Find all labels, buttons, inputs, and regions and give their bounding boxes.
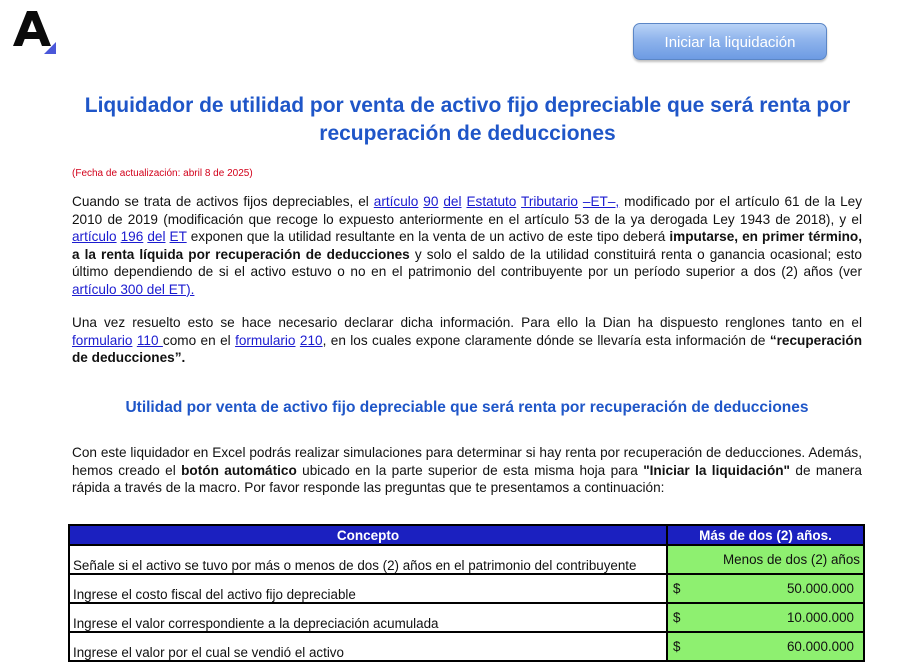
text: ubicado en la parte superior de esta misma hoja para bbox=[296, 462, 644, 478]
text: y solo el saldo de la utilidad constituirá renta o ganancia ocasional; esto último dependiendo de si el activo estuvo o no en el patrimonio del contribuyente por un período superior a dos (2) años (ver bbox=[72, 246, 862, 279]
bold-text: "Iniciar la liquidación" bbox=[643, 462, 790, 478]
link-90[interactable]: 90 bbox=[423, 194, 439, 209]
link-et[interactable]: –ET–, bbox=[582, 194, 620, 209]
bold-text: botón automático bbox=[181, 462, 297, 478]
costo-fiscal-input[interactable] bbox=[667, 574, 864, 603]
table-header-row bbox=[69, 525, 864, 545]
cell-value: 50.000.000 bbox=[786, 581, 854, 596]
currency-symbol: $ bbox=[673, 610, 681, 625]
table-row bbox=[69, 574, 864, 603]
start-liquidation-button[interactable]: Iniciar la liquidación bbox=[633, 23, 827, 60]
text: , en los cuales expone claramente dónde se llevaría esta información de bbox=[322, 332, 770, 348]
header-concepto: Concepto bbox=[69, 525, 667, 545]
link-et-2[interactable]: ET bbox=[169, 229, 187, 244]
row-label: Ingrese el valor correspondiente a la depreciación acumulada bbox=[69, 603, 667, 632]
link-196[interactable]: 196 bbox=[120, 229, 144, 244]
link-formulario-2[interactable]: formulario bbox=[235, 332, 296, 348]
bold-text: “recuperación de deducciones”. bbox=[72, 332, 863, 365]
table-row bbox=[69, 603, 864, 632]
liquidation-table bbox=[68, 524, 865, 662]
bold-text: imputarse, en primer término, a la renta líquida por recuperación de deducciones bbox=[72, 229, 862, 262]
link-tributario[interactable]: Tributario bbox=[521, 194, 578, 209]
text: exponen que la utilidad resultante en la venta de un activo de este tipo deberá bbox=[186, 229, 670, 244]
link-del[interactable]: del bbox=[443, 194, 462, 209]
table-row bbox=[69, 632, 864, 661]
text: de manera rápida a través de la macro. Por favor responde las preguntas que te presentamos a continuación: bbox=[72, 462, 862, 495]
link-articulo-2[interactable]: artículo bbox=[72, 229, 117, 244]
instructions-paragraph bbox=[72, 444, 862, 497]
link-estatuto[interactable]: Estatuto bbox=[466, 194, 517, 209]
currency-symbol: $ bbox=[673, 639, 681, 654]
table-row bbox=[69, 545, 864, 574]
row-label: Ingrese el valor por el cual se vendió el activo bbox=[69, 632, 667, 661]
currency-symbol: $ bbox=[673, 581, 681, 596]
logo-icon bbox=[10, 8, 60, 60]
text: Cuando se trata de activos fijos depreciables, el bbox=[72, 194, 374, 209]
row-label: Señale si el activo se tuvo por más o menos de dos (2) años en el patrimonio del contribuyente bbox=[69, 545, 667, 574]
update-date-note: (Fecha de actualización: abril 8 de 2025) bbox=[72, 168, 253, 179]
logo-letter: A bbox=[10, 8, 11, 9]
section-subtitle: Utilidad por venta de activo fijo depreciable que será renta por recuperación de deducciones bbox=[125, 399, 809, 416]
link-formulario[interactable]: formulario bbox=[72, 332, 133, 348]
link-210[interactable]: 210 bbox=[299, 332, 323, 348]
period-select[interactable]: Menos de dos (2) años bbox=[667, 545, 864, 574]
text: modificado por el artículo 61 de la Ley 2010 de 2019 (modificación que recoge lo expuesto anteriormente en el artículo 53 de la ya derogada Ley 1943 de 2018), y el bbox=[72, 194, 863, 227]
valor-venta-input[interactable] bbox=[667, 632, 864, 661]
row-label: Ingrese el costo fiscal del activo fijo depreciable bbox=[69, 574, 667, 603]
link-110[interactable]: 110 bbox=[136, 332, 163, 348]
header-result: Más de dos (2) años. bbox=[667, 525, 864, 545]
link-del-2[interactable]: del bbox=[147, 229, 166, 244]
depreciacion-input[interactable] bbox=[667, 603, 864, 632]
cell-value: 10.000.000 bbox=[786, 610, 854, 625]
link-articulo-300[interactable]: artículo 300 del ET). bbox=[72, 281, 195, 297]
text: Una vez resuelto esto se hace necesario declarar dicha información. Para ello la Dian ha dispuesto renglones tanto en el bbox=[72, 315, 862, 330]
declaration-paragraph bbox=[72, 314, 862, 367]
intro-paragraph bbox=[72, 193, 862, 298]
page-title: Liquidador de utilidad por venta de activo fijo depreciable que será renta por recuperación de deducciones bbox=[84, 94, 851, 145]
cell-value: 60.000.000 bbox=[786, 639, 854, 654]
text: Con este liquidador en Excel podrás realizar simulaciones para determinar si hay renta por recuperación de deducciones. Además, hemos creado el bbox=[72, 445, 862, 478]
link-articulo[interactable]: artículo bbox=[373, 194, 419, 209]
text: como en el bbox=[162, 332, 236, 348]
